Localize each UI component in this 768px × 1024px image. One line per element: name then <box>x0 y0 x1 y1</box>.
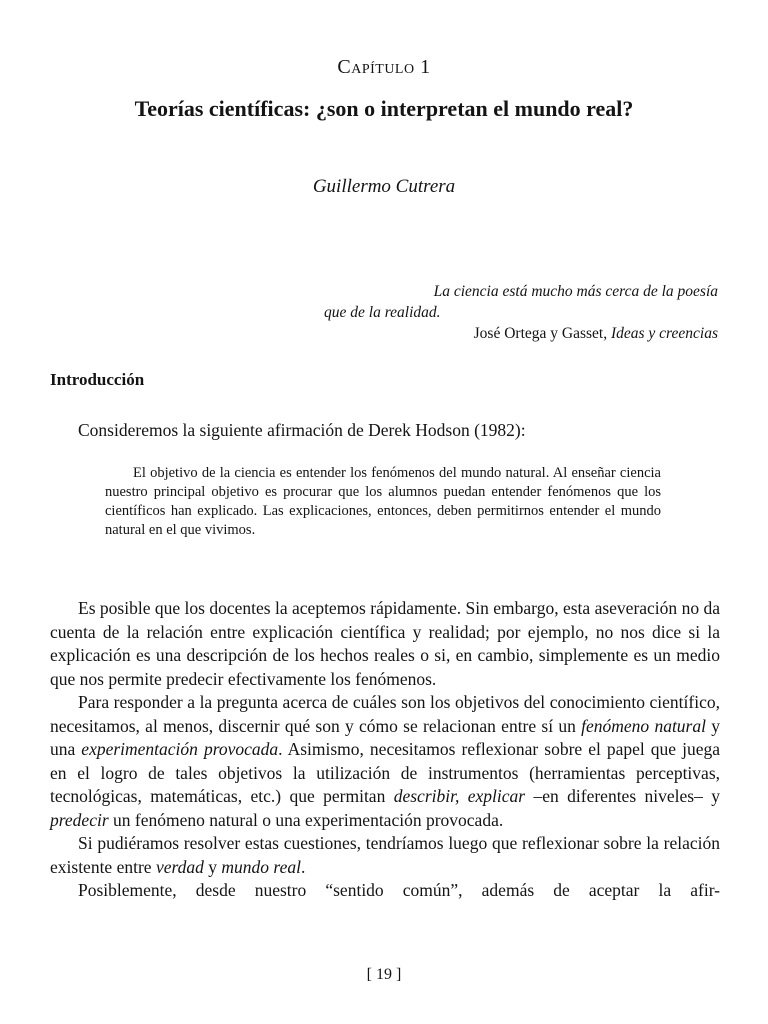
paragraph-3-text-3: . <box>300 856 306 877</box>
epigraph-attribution-work: Ideas y creencias <box>610 325 718 342</box>
paragraph-2-emphasis-4: predecir <box>50 809 109 830</box>
body-text <box>50 597 720 903</box>
paragraph-3-text-2: y <box>203 856 222 877</box>
paragraph-2-text-3: . Asimismo, necesitamos reflexionar sobre el papel que juega en el logro de tales objetivos la utilización de instrumentos (herramientas perceptivas, tecnológicas, matemáticas, etc.) que permitan <box>50 739 720 806</box>
paragraph-3-emphasis-2: mundo real <box>221 856 301 877</box>
paragraph-2-text-2: y una <box>50 715 721 759</box>
paragraph-3-emphasis-1: verdad <box>155 856 204 877</box>
page-number: [ 19 ] <box>366 966 402 983</box>
intro-sentence: Consideremos la siguiente afirmación de Derek Hodson (1982): <box>78 420 526 440</box>
epigraph-line-2: que de la realidad. <box>324 304 441 321</box>
paragraph-2-text-1: Para responder a la pregunta acerca de cuáles son los objetivos del conocimiento científico, necesitamos, al menos, discernir qué son y cómo se relacionan entre sí un <box>50 692 720 736</box>
paragraph-2-emphasis-1: fenómeno natural <box>581 715 706 736</box>
paragraph-3-text-1: Si pudiéramos resolver estas cuestiones, tendríamos luego que reflexionar sobre la relación existente entre <box>50 833 720 877</box>
chapter-title: Teorías científicas: ¿son o interpretan el mundo real? <box>134 96 634 121</box>
block-quote: El objetivo de la ciencia es entender los fenómenos del mundo natural. Al enseñar ciencia nuestro principal objetivo es procurar que los alumnos puedan entender fenómenos que los científicos han explicado. Las explicaciones, entonces, deben permitirnos entender el mundo natural en el que vivimos. <box>105 465 661 538</box>
epigraph-line-1: La ciencia está mucho más cerca de la poesía <box>433 283 718 300</box>
paragraph-4: Posiblemente, desde nuestro “sentido común”, además de aceptar la afir- <box>78 880 720 900</box>
paragraph-2-emphasis-2: experimentación provocada <box>81 739 279 759</box>
epigraph-attribution-name: José Ortega y Gasset, <box>473 325 608 342</box>
author-name: Guillermo Cutrera <box>312 176 456 197</box>
paragraph-3 <box>50 832 720 879</box>
paragraph-1: Es posible que los docentes la aceptemos rápidamente. Sin embargo, esta aseveración no da cuenta de la relación entre explicación científica y realidad; por ejemplo, no nos dice si la explicación es una descripción de los hechos reales o si, en cambio, simplemente es un medio que nos permite predecir efectivamente los fenómenos. <box>50 598 720 689</box>
paragraph-2-text-4: –en diferentes niveles– y <box>525 786 720 806</box>
chapter-label: Capítulo 1 <box>337 56 431 78</box>
epigraph-attribution <box>318 323 718 344</box>
paragraph-2 <box>50 691 720 832</box>
epigraph <box>318 281 718 344</box>
paragraph-2-emphasis-3: describir, explicar <box>393 786 526 806</box>
paragraph-2-text-5: un fenómeno natural o una experimentación provocada. <box>108 809 504 830</box>
section-heading: Introducción <box>50 370 145 389</box>
